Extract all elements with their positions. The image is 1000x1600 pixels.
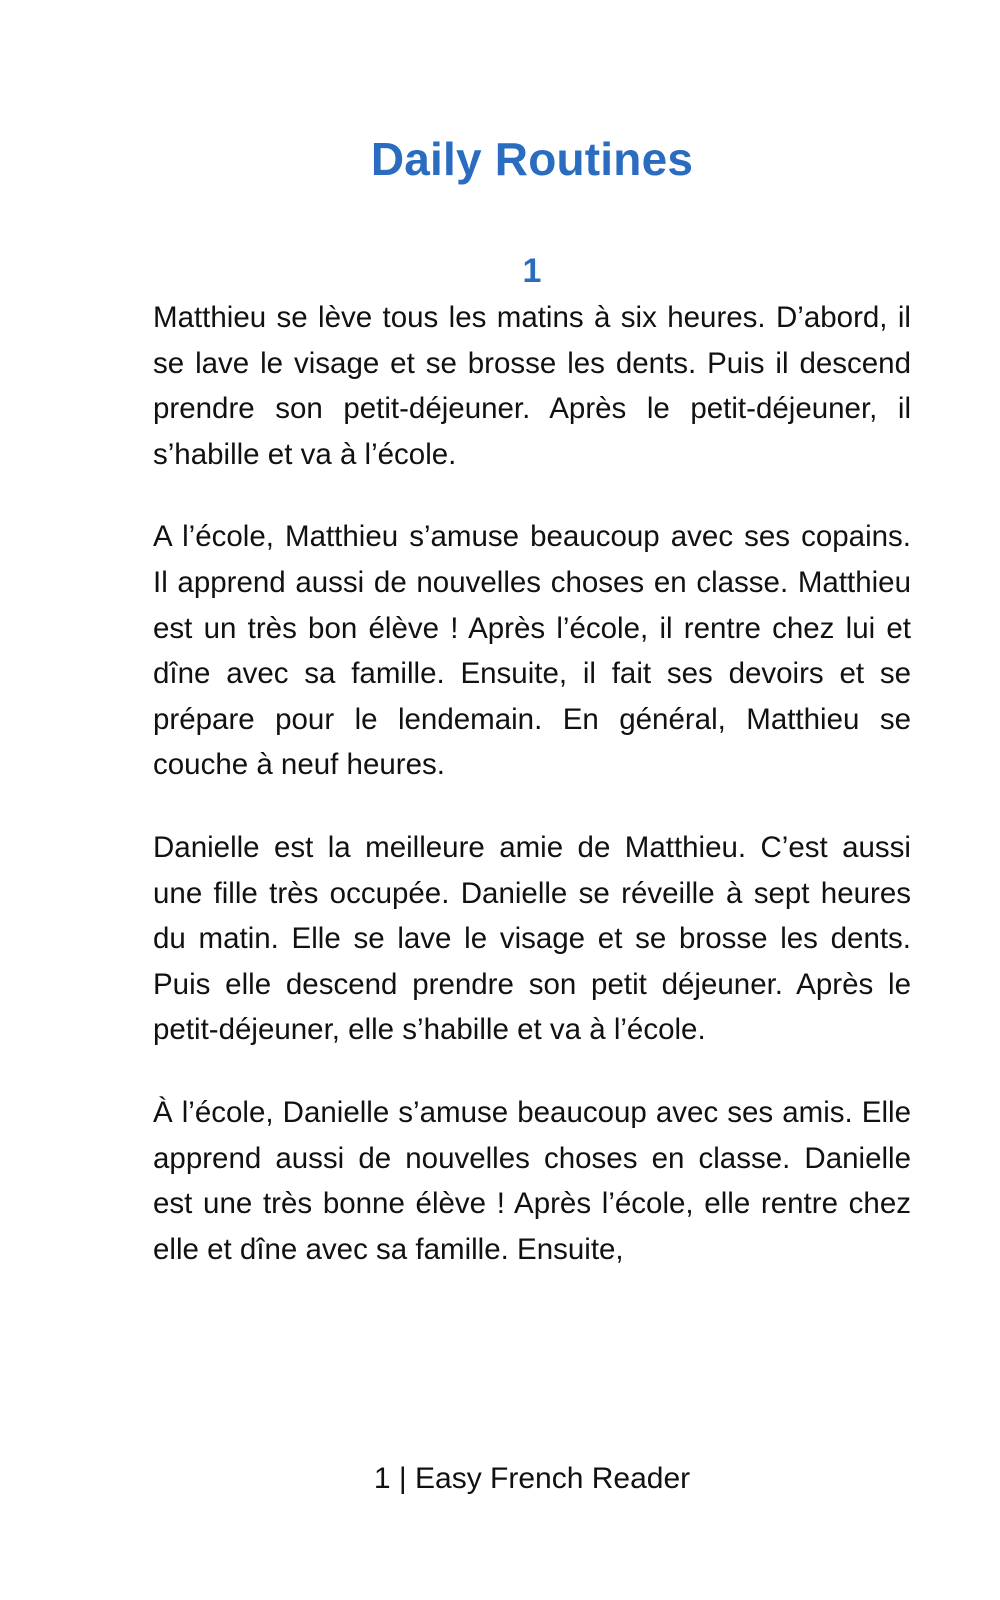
paragraph-matthieu-school: A l’école, Matthieu s’amuse beaucoup avec ses copains. Il apprend aussi de nouvelles choses en classe. Matthieu est un très bon élève ! Après l’école, il rentre chez lui et dîne avec sa famille. Ensuite, il fait ses devoirs et se prépare pour le lendemain. En général, Matthieu se couche à neuf heures. [153,520,911,782]
page-title: Daily Routines [370,133,694,185]
body-text [153,295,911,1309]
paragraph-danielle-school: À l’école, Danielle s’amuse beaucoup avec ses amis. Elle apprend aussi de nouvelles choses en classe. Danielle est une très bonne élève ! Après l’école, elle rentre chez elle et dîne avec sa famille. Ensuite, [153,1095,911,1266]
chapter-number: 1 [522,252,542,290]
page-footer: 1 | Easy French Reader [373,1462,691,1495]
paragraph-danielle-morning: Danielle est la meilleure amie de Matthieu. C’est aussi une fille très occupée. Danielle se réveille à sept heures du matin. Elle se lave le visage et se brosse les dents. Puis elle descend prendre son petit déjeuner. Après le petit-déjeuner, elle s’habille et va à l’école. [153,830,911,1047]
paragraph-matthieu-morning: Matthieu se lève tous les matins à six heures. D’abord, il se lave le visage et se brosse les dents. Puis il descend prendre son petit-déjeuner. Après le petit-déjeuner, il s’habille et va à l’école. [153,301,911,471]
